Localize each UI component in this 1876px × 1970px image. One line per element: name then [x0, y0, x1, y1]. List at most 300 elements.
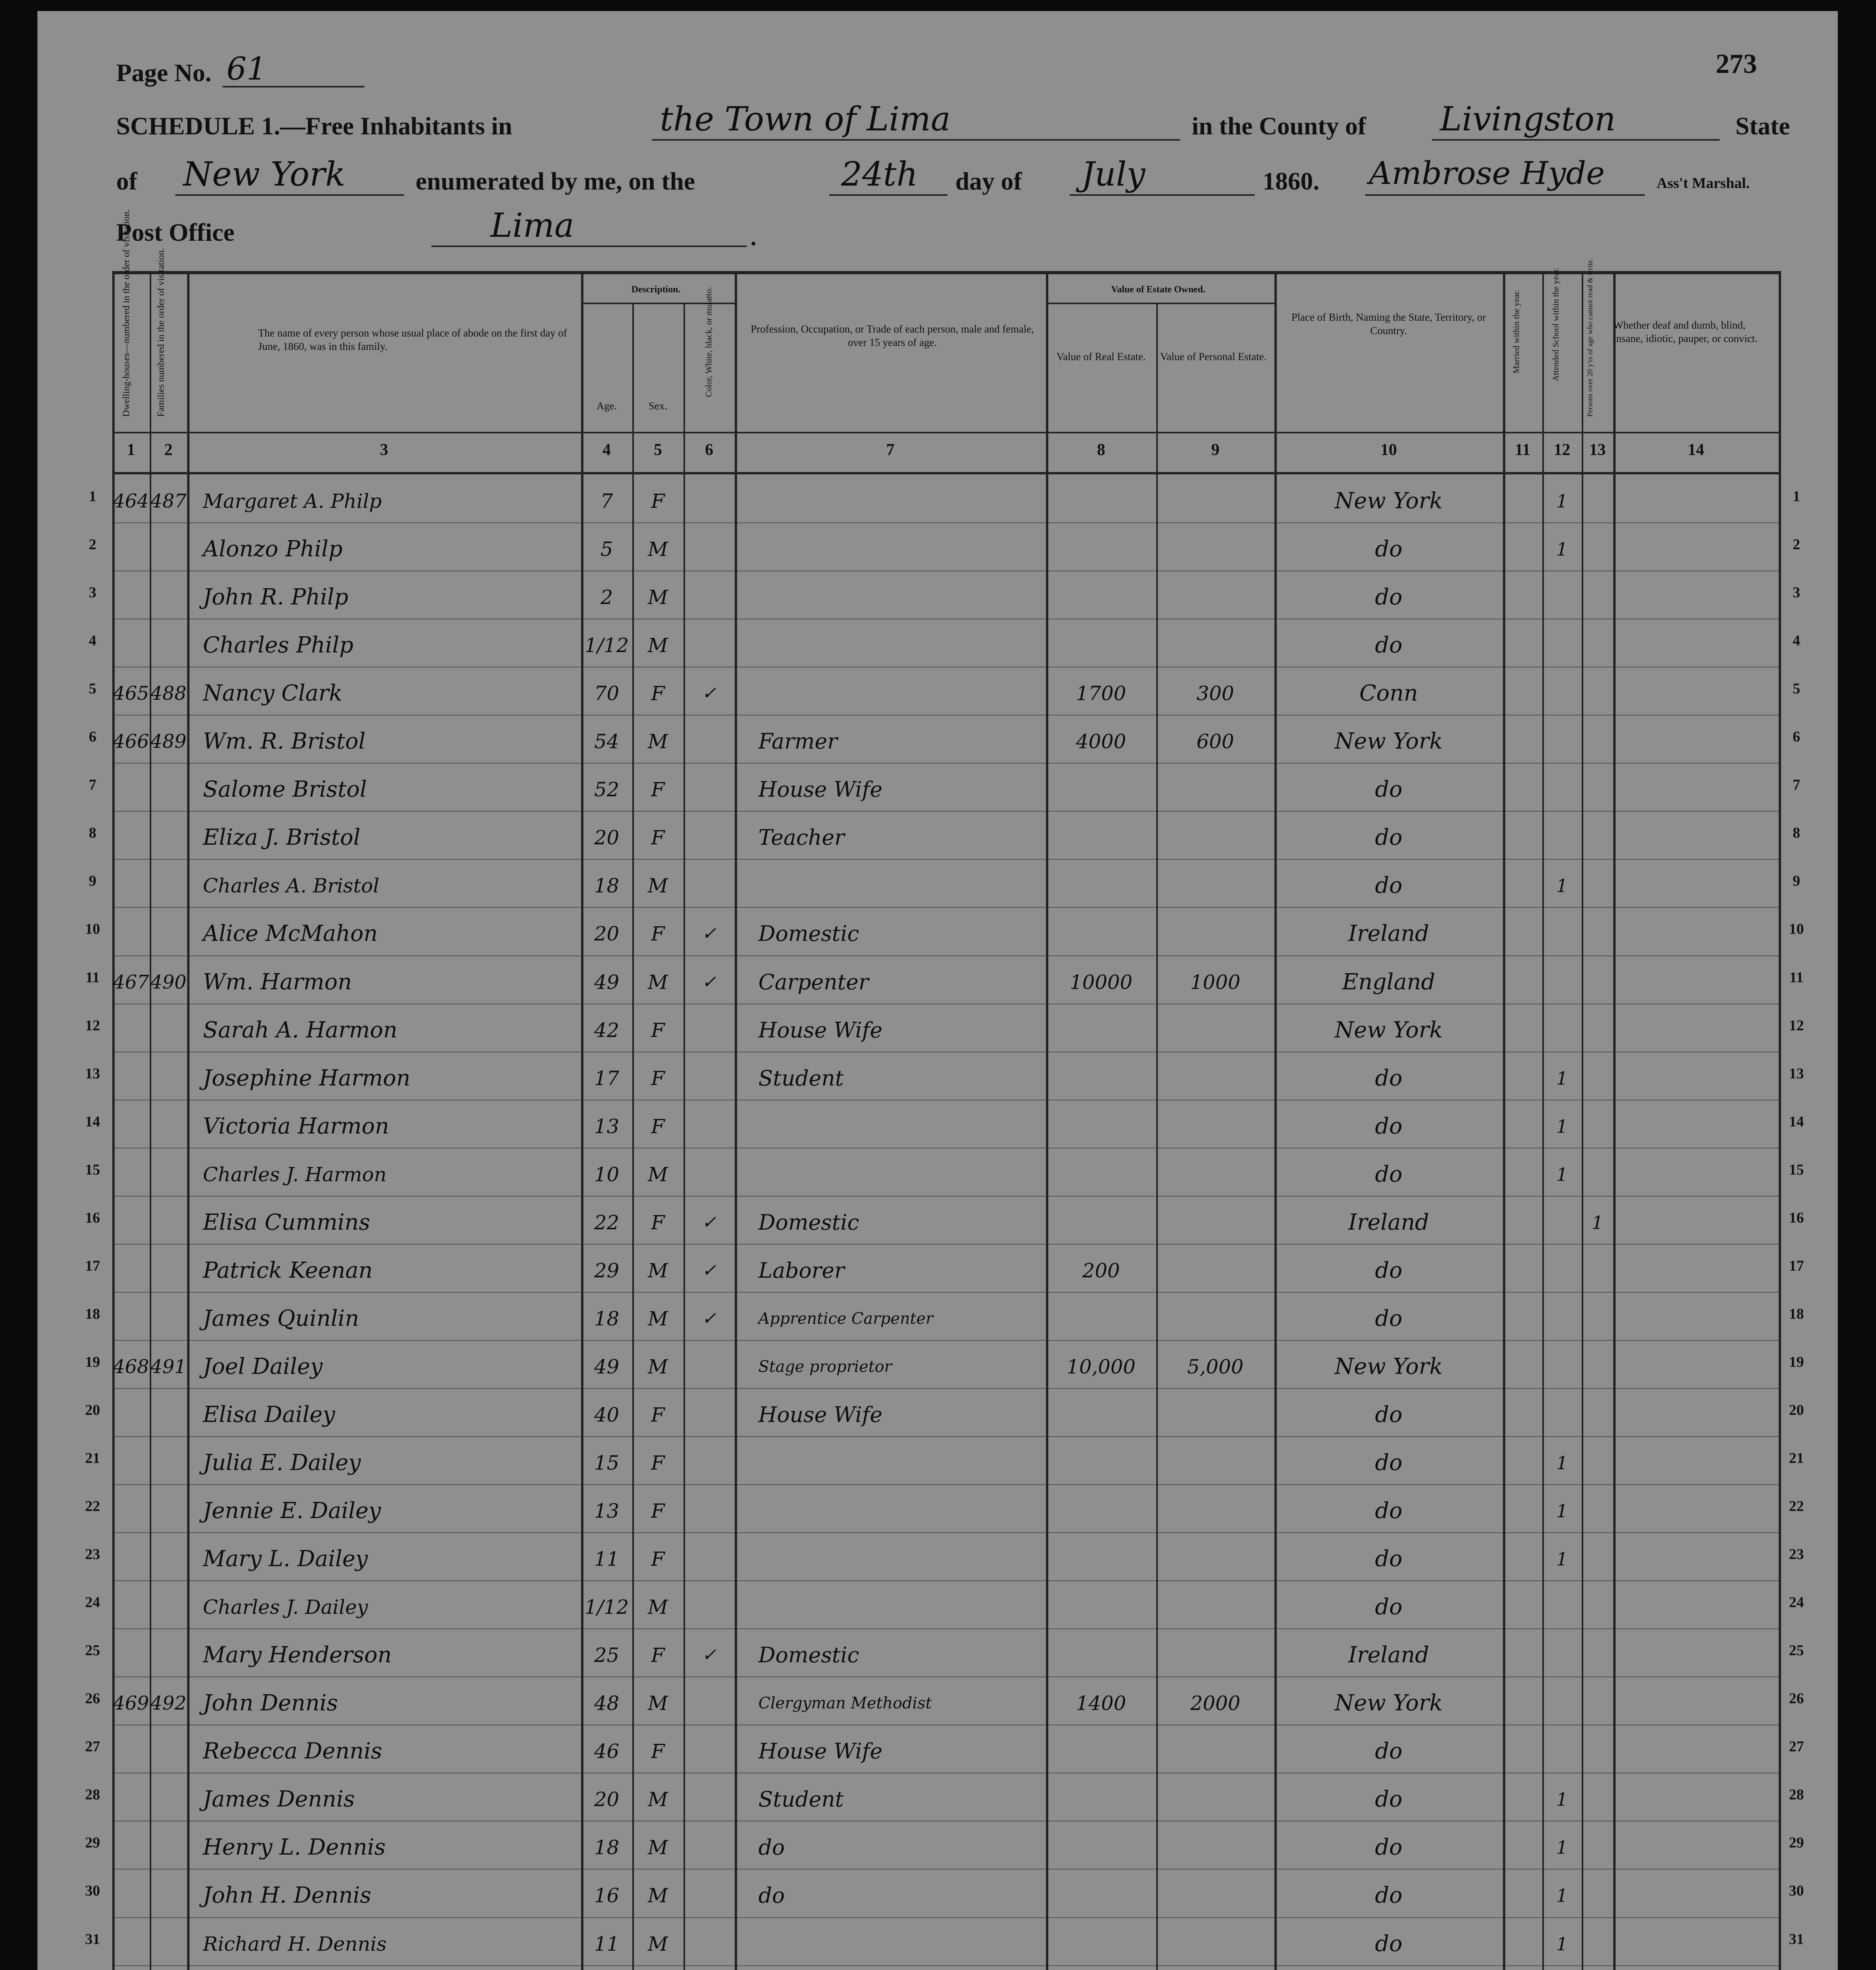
cell-name: Henry L. Dennis — [203, 1834, 386, 1860]
line-number-right: 6 — [1792, 729, 1800, 745]
line-number-left: 22 — [85, 1498, 100, 1515]
column-rule — [684, 303, 685, 1970]
line-number-right: 8 — [1792, 825, 1800, 842]
cell-age: 49 — [594, 970, 619, 994]
line-number-right: 16 — [1789, 1209, 1804, 1226]
cell-name: Eliza J. Bristol — [203, 825, 360, 851]
cell-sex: M — [648, 1163, 668, 1186]
cell-occupation: Domestic — [758, 1643, 859, 1668]
cell-sex: F — [651, 1548, 665, 1571]
cell-birthplace: do — [1375, 1834, 1402, 1860]
cell-name: John H. Dennis — [203, 1883, 371, 1909]
cell-name: Richard H. Dennis — [203, 1932, 387, 1955]
cell-sex: F — [651, 778, 665, 801]
column-number: 8 — [1097, 441, 1105, 459]
line-number-right: 19 — [1789, 1353, 1804, 1370]
column-number: 10 — [1380, 441, 1397, 459]
cell-age: 29 — [594, 1259, 619, 1282]
cell-real: 1700 — [1076, 682, 1126, 705]
cell-age: 13 — [594, 1500, 619, 1523]
cell-sex: M — [648, 538, 668, 561]
line-number-left: 27 — [85, 1738, 100, 1755]
place-name: the Town of Lima — [660, 100, 951, 138]
cell-birthplace: New York — [1334, 1690, 1443, 1716]
line-number-right: 21 — [1789, 1450, 1804, 1466]
line-number-right: 24 — [1789, 1594, 1804, 1611]
line-number-left: 13 — [85, 1065, 100, 1082]
line-number-left: 10 — [85, 921, 100, 938]
cell-age: 17 — [594, 1067, 619, 1090]
line-number-left: 30 — [85, 1883, 100, 1899]
cell-family: 491 — [150, 1355, 187, 1378]
cell-name: Salome Bristol — [203, 777, 367, 803]
line-number-right: 28 — [1789, 1786, 1804, 1803]
cell-occupation: do — [758, 1835, 785, 1860]
cell-sex: M — [648, 970, 668, 994]
cell-color: ✓ — [702, 1308, 717, 1329]
cell-real: 200 — [1082, 1259, 1120, 1282]
column-rule — [1503, 271, 1505, 1970]
cell-school: 1 — [1556, 1452, 1568, 1474]
cell-color: ✓ — [702, 683, 717, 704]
row-rule — [112, 1292, 1779, 1293]
cell-birthplace: do — [1375, 1401, 1402, 1427]
cell-sex: M — [648, 1692, 668, 1715]
cell-name: Joel Dailey — [203, 1353, 323, 1379]
cell-age: 18 — [594, 874, 619, 898]
line-number-right: 27 — [1789, 1738, 1804, 1755]
cell-family: 490 — [150, 971, 187, 993]
cell-birthplace: do — [1375, 1786, 1402, 1812]
cell-age: 7 — [600, 490, 613, 513]
cell-birthplace: New York — [1334, 1017, 1443, 1043]
cell-birthplace: do — [1375, 1065, 1402, 1091]
cell-sex: F — [651, 1018, 665, 1042]
line-number-right: 31 — [1789, 1931, 1804, 1948]
marshal-signature: Ambrose Hyde — [1369, 155, 1605, 191]
cell-age: 22 — [594, 1211, 619, 1234]
cell-birthplace: do — [1375, 584, 1402, 610]
cell-birthplace: Ireland — [1348, 1642, 1429, 1668]
cell-sex: M — [648, 1355, 668, 1378]
cell-sex: F — [651, 1740, 665, 1763]
line-number-left: 11 — [85, 969, 100, 986]
cell-occupation: House Wife — [758, 1017, 882, 1043]
line-number-right: 22 — [1789, 1498, 1804, 1515]
line-number-right: 26 — [1789, 1690, 1804, 1707]
cell-personal: 300 — [1196, 682, 1234, 705]
line-number-right: 14 — [1789, 1113, 1804, 1130]
cell-occupation: House Wife — [758, 1402, 882, 1427]
cell-age: 1/12 — [584, 1596, 629, 1619]
cell-sex: M — [648, 1836, 668, 1859]
cell-occupation: Domestic — [758, 921, 859, 946]
line-number-left: 3 — [89, 584, 97, 601]
cell-age: 18 — [594, 1836, 619, 1859]
cell-color: ✓ — [702, 972, 717, 992]
cell-age: 10 — [594, 1163, 619, 1186]
cell-sex: M — [648, 874, 668, 898]
line-number-left: 23 — [85, 1546, 100, 1563]
column-number: 1 — [127, 441, 135, 459]
cell-sex: F — [651, 1451, 665, 1474]
row-rule — [112, 1484, 1779, 1485]
line-number-left: 14 — [85, 1113, 100, 1130]
cell-dwelling: 467 — [113, 971, 149, 993]
cell-age: 70 — [594, 682, 619, 705]
cell-name: Alonzo Philp — [203, 536, 343, 562]
cell-family: 488 — [150, 682, 187, 705]
header-sex: Sex. — [648, 400, 667, 412]
cell-age: 42 — [594, 1018, 619, 1042]
cell-birthplace: do — [1375, 1883, 1402, 1909]
cell-real: 10000 — [1070, 970, 1133, 994]
header-married: Married within the year. — [1511, 290, 1521, 374]
cell-school: 1 — [1556, 1067, 1568, 1089]
day-label: day of — [955, 167, 1022, 195]
cell-age: 46 — [594, 1740, 619, 1763]
cell-age: 20 — [594, 922, 619, 946]
header-family: Families numbered in the order of visitation. — [156, 248, 166, 417]
cell-occupation: Student — [758, 1787, 844, 1812]
column-number: 12 — [1554, 441, 1570, 459]
line-number-left: 4 — [89, 632, 97, 649]
cell-school: 1 — [1556, 1500, 1568, 1522]
cell-sex: F — [651, 1211, 665, 1234]
header-age: Age. — [596, 400, 617, 412]
header-real-estate: Value of Real Estate. — [1056, 351, 1146, 362]
cell-real: 1400 — [1076, 1692, 1126, 1715]
cell-name: Julia E. Dailey — [203, 1450, 361, 1476]
column-number: 3 — [380, 441, 388, 459]
line-number-left: 17 — [85, 1257, 100, 1274]
stamp-number: 273 — [1716, 49, 1757, 79]
header-birthplace: Place of Birth, Naming the State, Territory, or Country. — [1291, 311, 1486, 336]
row-rule — [112, 1965, 1779, 1966]
line-number-right: 10 — [1789, 921, 1804, 938]
cell-age: 11 — [594, 1548, 619, 1571]
cell-occupation: House Wife — [758, 1739, 882, 1764]
cell-name: Josephine Harmon — [203, 1065, 410, 1091]
line-number-left: 6 — [89, 729, 97, 745]
line-number-left: 9 — [89, 873, 97, 890]
enumeration-day: 24th — [841, 155, 918, 193]
cell-family: 489 — [150, 730, 187, 753]
line-number-left: 28 — [85, 1786, 100, 1803]
cell-name: Charles J. Dailey — [203, 1596, 368, 1619]
line-number-right: 11 — [1789, 969, 1804, 986]
line-number-right: 7 — [1792, 777, 1800, 794]
column-number: 6 — [705, 441, 713, 459]
column-number: 7 — [886, 441, 895, 459]
line-number-left: 12 — [85, 1017, 100, 1034]
cell-name: Nancy Clark — [203, 680, 343, 706]
cell-color: ✓ — [702, 1645, 717, 1665]
header-illiterate: Persons over 20 y'rs of age who cannot read & write. — [1586, 258, 1594, 417]
cell-age: 49 — [594, 1355, 619, 1378]
cell-occupation: Stage proprietor — [758, 1357, 892, 1376]
cell-school: 1 — [1556, 539, 1568, 560]
cell-birthplace: Ireland — [1348, 921, 1429, 947]
cell-dwelling: 465 — [113, 682, 149, 705]
line-number-right: 1 — [1792, 488, 1800, 505]
cell-school: 1 — [1556, 491, 1568, 512]
column-number: 5 — [654, 441, 662, 459]
cell-school: 1 — [1556, 1548, 1568, 1570]
post-office-name: Lima — [490, 206, 574, 245]
header-name: The name of every person whose usual place of abode on the first day of June, 1860, was in this family. — [258, 327, 567, 352]
row-rule — [112, 811, 1779, 812]
cell-name: Wm. R. Bristol — [203, 729, 366, 755]
cell-sex: F — [651, 1403, 665, 1426]
line-number-right: 4 — [1792, 632, 1800, 649]
cell-color: ✓ — [702, 1212, 717, 1232]
column-number: 14 — [1688, 441, 1704, 459]
line-number-left: 8 — [89, 825, 97, 842]
row-rule — [112, 763, 1779, 764]
cell-age: 13 — [594, 1115, 619, 1138]
column-rule — [187, 271, 189, 1970]
row-rule — [112, 1532, 1779, 1533]
column-number: 9 — [1211, 441, 1220, 459]
row-rule — [112, 1869, 1779, 1870]
cell-name: Margaret A. Philp — [203, 490, 382, 513]
cell-sex: F — [651, 1500, 665, 1523]
cell-name: Alice McMahon — [203, 921, 378, 947]
line-number-right: 12 — [1789, 1017, 1804, 1034]
enumeration-month: July — [1081, 155, 1146, 193]
cell-occupation: Laborer — [758, 1258, 845, 1283]
cell-age: 1/12 — [584, 634, 629, 657]
cell-color: ✓ — [702, 1260, 717, 1280]
header-personal-estate: Value of Personal Estate. — [1160, 351, 1267, 362]
line-number-left: 5 — [89, 680, 97, 697]
cell-age: 18 — [594, 1307, 619, 1330]
cell-occupation: House Wife — [758, 777, 882, 802]
line-number-left: 16 — [85, 1209, 100, 1226]
cell-occupation: Farmer — [758, 729, 838, 754]
cell-birthplace: do — [1375, 632, 1402, 658]
cell-birthplace: do — [1375, 536, 1402, 562]
cell-age: 48 — [594, 1692, 619, 1715]
cell-family: 487 — [150, 490, 187, 512]
row-rule — [112, 1676, 1779, 1677]
cell-dwelling: 468 — [113, 1355, 149, 1378]
line-number-left: 21 — [85, 1450, 100, 1466]
cell-sex: M — [648, 1932, 668, 1955]
cell-birthplace: do — [1375, 1161, 1402, 1187]
column-rule — [1613, 271, 1616, 1970]
cell-occupation: Apprentice Carpenter — [758, 1309, 933, 1328]
cell-school: 1 — [1556, 1933, 1568, 1955]
cell-name: Charles Philp — [203, 632, 354, 658]
line-number-left: 29 — [85, 1834, 100, 1851]
cell-personal: 600 — [1196, 730, 1234, 753]
cell-sex: M — [648, 1788, 668, 1811]
cell-dwelling: 469 — [113, 1692, 149, 1715]
line-number-right: 3 — [1792, 584, 1800, 601]
cell-name: Mary L. Dailey — [203, 1546, 368, 1572]
cell-birthplace: do — [1375, 1257, 1402, 1283]
cell-name: Jennie E. Dailey — [203, 1498, 381, 1524]
cell-birthplace: Ireland — [1348, 1209, 1429, 1235]
cell-name: Charles J. Harmon — [203, 1163, 387, 1186]
line-number-left: 31 — [85, 1931, 100, 1948]
cell-birthplace: do — [1375, 1738, 1402, 1764]
cell-name: Patrick Keenan — [203, 1257, 373, 1283]
cell-name: Mary Henderson — [203, 1642, 392, 1668]
row-rule — [112, 955, 1779, 956]
cell-sex: F — [651, 682, 665, 705]
cell-sex: F — [651, 1067, 665, 1090]
cell-real: 4000 — [1076, 730, 1126, 753]
cell-birthplace: do — [1375, 777, 1402, 803]
cell-birthplace: do — [1375, 873, 1402, 899]
cell-age: 15 — [594, 1451, 619, 1474]
line-number-right: 13 — [1789, 1065, 1804, 1082]
cell-sex: M — [648, 1596, 668, 1619]
header-color: Color, White, black, or mulatto. — [704, 287, 713, 397]
cell-family: 492 — [150, 1692, 187, 1715]
line-number-right: 2 — [1792, 536, 1800, 553]
county-name: Livingston — [1440, 100, 1616, 138]
line-number-left: 1 — [89, 488, 97, 505]
cell-school: 1 — [1556, 875, 1568, 897]
cell-name: Elisa Dailey — [203, 1401, 335, 1427]
cell-illiterate: 1 — [1592, 1212, 1603, 1233]
line-number-left: 2 — [89, 536, 97, 553]
cell-name: Elisa Cummins — [203, 1209, 370, 1235]
marshal-label: Ass't Marshal. — [1657, 175, 1750, 191]
row-rule — [112, 907, 1779, 908]
line-number-left: 18 — [85, 1305, 100, 1322]
line-number-left: 19 — [85, 1353, 100, 1370]
cell-occupation: Student — [758, 1065, 844, 1091]
row-rule — [112, 1436, 1779, 1437]
cell-sex: M — [648, 1259, 668, 1282]
page-label: Page No. — [116, 59, 212, 87]
enumerated-label: enumerated by me, on the — [416, 167, 695, 195]
cell-sex: F — [651, 826, 665, 849]
line-number-right: 20 — [1789, 1401, 1804, 1418]
line-number-right: 30 — [1789, 1883, 1804, 1899]
row-rule — [112, 1244, 1779, 1245]
cell-age: 2 — [600, 586, 613, 609]
cell-dwelling: 466 — [113, 730, 149, 753]
schedule-title: SCHEDULE 1.—Free Inhabitants in — [116, 112, 513, 140]
cell-dwelling: 464 — [113, 490, 149, 512]
line-number-left: 15 — [85, 1161, 100, 1178]
cell-real: 10,000 — [1066, 1355, 1136, 1378]
line-number-left: 26 — [85, 1690, 100, 1707]
row-rule — [112, 1628, 1779, 1629]
cell-school: 1 — [1556, 1837, 1568, 1858]
cell-name: Victoria Harmon — [203, 1113, 389, 1139]
header-value-group: Value of Estate Owned. — [1111, 284, 1205, 295]
line-number-right: 17 — [1789, 1257, 1804, 1274]
row-rule — [112, 1148, 1779, 1149]
cell-name: John Dennis — [203, 1690, 338, 1716]
line-number-right: 29 — [1789, 1834, 1804, 1851]
cell-school: 1 — [1556, 1885, 1568, 1907]
enumeration-year: 1860. — [1263, 167, 1319, 195]
cell-sex: F — [651, 1115, 665, 1138]
header-dwelling: Dwelling-houses—numbered in the order of visitation. — [121, 209, 132, 417]
cell-sex: M — [648, 1307, 668, 1330]
row-rule — [112, 1340, 1779, 1341]
row-rule — [112, 1580, 1779, 1581]
cell-birthplace: do — [1375, 1113, 1402, 1139]
cell-name: James Quinlin — [203, 1305, 359, 1331]
cell-age: 54 — [594, 730, 619, 753]
line-number-right: 25 — [1789, 1642, 1804, 1659]
cell-sex: M — [648, 1884, 668, 1907]
column-number: 2 — [164, 441, 173, 459]
cell-birthplace: do — [1375, 1498, 1402, 1524]
page-number: 61 — [227, 50, 267, 87]
cell-age: 5 — [600, 538, 613, 561]
cell-name: John R. Philp — [203, 584, 349, 610]
row-rule — [112, 1196, 1779, 1197]
cell-birthplace: do — [1375, 1305, 1402, 1331]
cell-sex: M — [648, 634, 668, 657]
cell-name: Sarah A. Harmon — [203, 1017, 397, 1043]
column-number: 4 — [602, 441, 611, 459]
cell-sex: M — [648, 730, 668, 753]
line-number-left: 20 — [85, 1401, 100, 1418]
cell-color: ✓ — [702, 924, 717, 944]
cell-personal: 5,000 — [1187, 1355, 1244, 1378]
cell-birthplace: do — [1375, 1546, 1402, 1572]
cell-birthplace: Conn — [1359, 680, 1418, 706]
cell-school: 1 — [1556, 1163, 1568, 1185]
column-number: 13 — [1589, 441, 1606, 459]
row-rule — [112, 1388, 1779, 1389]
cell-occupation: Clergyman Methodist — [758, 1694, 932, 1713]
cell-birthplace: New York — [1334, 1353, 1443, 1379]
line-number-right: 9 — [1792, 873, 1800, 890]
row-rule — [112, 522, 1779, 523]
census-sheet: Page No. 61 273 SCHEDULE 1.—Free Inhabitants in the Town of Lima in the County of Livingston State of New York enumerated by me, on the 24th day of July 1860. Ambrose Hyde Ass't Marshal. Post Office Lima . Dwelling-houses—numbered in the order of visitation. Families numbered in the order of visitation. The name of every person whose usual place of abode on the first day of June, 1860, was in this family. Description. Age. Sex. Color, White, black, or mulatto. Profession, Occupation, or Trade of each person, male and female, over 15 years of age. Value of Estate Owned. Value of Real Estate. Value of Personal Estate. Place of Birth, Naming the State, Territory, or Country. Married within the year. Attended School within the year. Persons over 20 y'rs of age who cannot read & write. Whether deaf and dumb, blind, insane, idiotic, pauper, or convict. 1 2 3 4 5 6 7 8 9 10 11 12 13 14 1 1 464 487 Margaret A. Philp 7 F New York 1 2 2 Alonzo Philp 5 M do 1 3 3 John R. Philp 2 M do 4 4 Charles Philp 1/12 M do 5 5 465 488 Nancy Clark 70 F ✓ 1700 300 Conn 6 6 466 489 Wm. R. Bristol 54 M Farmer 4000 600 New York 7 7 Salome Bristol 52 F House Wife do 8 8 Eliza J. Bristol 20 F Teacher do 9 9 Charles A. Bristol 18 M do 1 10 10 Alice McMahon 20 F ✓ Domestic Ireland 11 11 467 490 Wm. Harmon 49 M ✓ Carpenter 10000 1000 England 12 12 Sarah A. Harmon 42 F House Wife New York 13 13 Josephine Harmon 17 F Student do 1 14 14 Victoria Harmon 13 F do 1 15 15 Charles J. Harmon 10 M do 1 16 16 Elisa Cummins 22 F ✓ Domestic Ireland 1 17 17 Patrick Keenan 29 M ✓ Laborer 200 do 18 18 James Quinlin 18 M ✓ Apprentice Carpenter do 19 19 468 491 Joel Dailey 49 M Stage proprietor 10,000 5,000 New York 20 20 Elisa Dailey 40 F House Wife do 21 21 Julia E. Dailey 15 F do 1 22 22 Jennie E. Dailey 13 F do 1 23 23 Mary L. Dailey 11 F do 1 24 24 Charles J. Dailey 1/12 M do 25 25 Mary Henderson 25 F ✓ Domestic Ireland 26 26 469 492 John Dennis 48 M Clergyman Methodist 1400 2000 New York 27 27 Rebecca Dennis 46 F House Wife do 28 28 James Dennis 20 M Student do 1 29 29 Henry L. Dennis 18 M do do 1 30 30 John H. Dennis 16 M do do 1 31 31 Richard H. Dennis 11 M do 1 — [37, 11, 1838, 1970]
cell-occupation: Domestic — [758, 1210, 859, 1235]
cell-name: Rebecca Dennis — [203, 1738, 383, 1764]
cell-personal: 2000 — [1190, 1692, 1241, 1715]
cell-sex: F — [651, 1644, 665, 1667]
line-number-right: 18 — [1789, 1305, 1804, 1322]
state-name: New York — [183, 155, 345, 193]
cell-sex: F — [651, 922, 665, 946]
line-number-right: 5 — [1792, 680, 1800, 697]
cell-personal: 1000 — [1190, 970, 1241, 994]
header-school: Attended School within the year. — [1551, 268, 1560, 381]
cell-birthplace: do — [1375, 1931, 1402, 1957]
cell-name: Wm. Harmon — [203, 969, 352, 995]
line-number-left: 25 — [85, 1642, 100, 1659]
cell-school: 1 — [1556, 1789, 1568, 1810]
line-number-right: 15 — [1789, 1161, 1804, 1178]
cell-age: 52 — [594, 778, 619, 801]
header-description: Description. — [631, 284, 681, 295]
cell-name: Charles A. Bristol — [203, 874, 379, 898]
cell-birthplace: do — [1375, 1594, 1402, 1620]
line-number-right: 23 — [1789, 1546, 1804, 1563]
cell-age: 20 — [594, 1788, 619, 1811]
cell-age: 40 — [594, 1403, 619, 1426]
column-rule — [735, 271, 737, 1970]
cell-occupation: Teacher — [758, 825, 845, 850]
cell-birthplace: do — [1375, 825, 1402, 851]
cell-sex: M — [648, 586, 668, 609]
